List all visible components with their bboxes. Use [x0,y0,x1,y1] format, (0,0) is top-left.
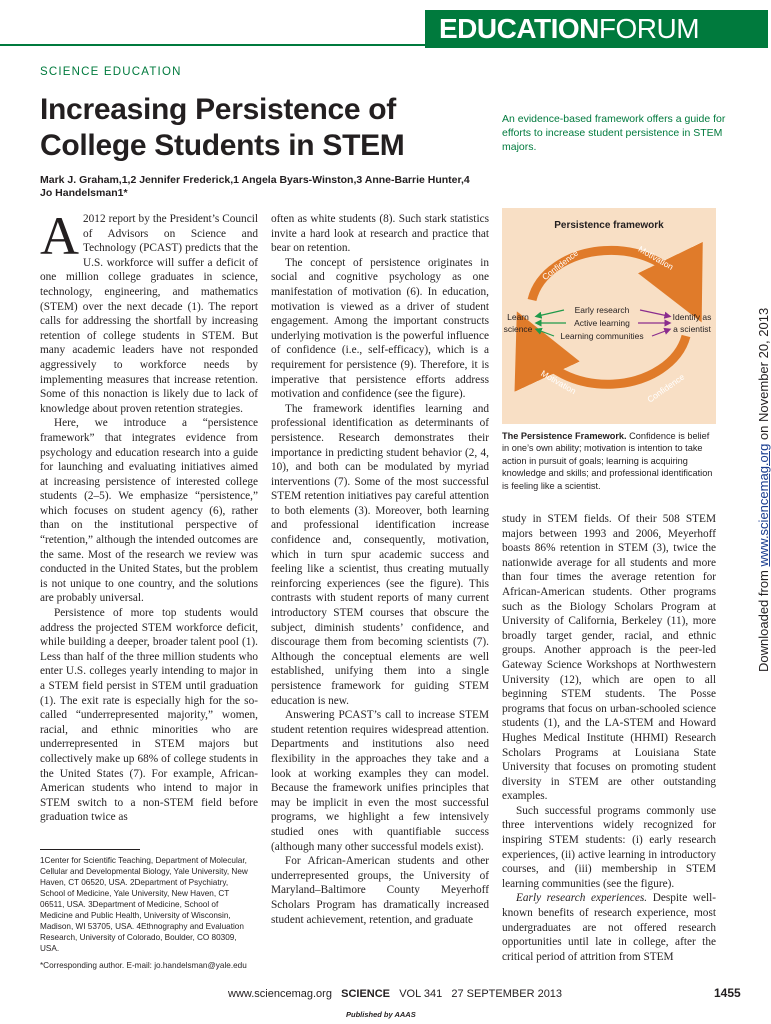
left-label-1: Learn [507,312,529,322]
paragraph: Answering PCAST’s call to increase STEM student retention requires widespread attention. Departments and institutions also need flexibility in the approaches they take and a look at working examples they can model. Because the framework unifies principles that may be implicit in even the most successful programs, we highlight a few intensively studied ones with quantifiable success (although many other successful models exist). [271,709,489,853]
center-label-3: Learning communities [560,331,644,341]
paragraph: Persistence of more top students would address the projected STEM workforce deficit, while building a deeper, broader talent pool (1). Less than half of the three million students who enter U.S. colleges yearly intending to major in a STEM field persist in STEM until graduation (1). The exit rate is especially high for the so-called “underrepresented majority,” women, racial, and ethnic minorities who are underrepresented in STEM majors but collectively make up 68% of college students in the United States (7). For example, African-American students who intend to major in STEM switch to a non-STEM field before graduation twice as [40,607,258,824]
footer-journal: SCIENCE [341,988,391,1000]
persistence-figure [502,208,716,424]
author-list: Mark J. Graham,1,2 Jennifer Frederick,1 Angela Byars-Winston,3 Anne-Barrie Hunter,4 Jo Handelsman1* [40,174,470,199]
banner-bold: EDUCATION [439,13,599,44]
body-column-3 [502,512,716,978]
paragraph: often as white students (8). Such stark statistics invite a hard look at research and practice that bear on retention. [271,213,489,255]
drop-cap: A [40,206,79,266]
arc-label-confidence-top: Confidence [540,247,581,283]
section-banner [425,10,768,48]
caption-lead: The Persistence Framework. [502,431,627,441]
paragraph: study in STEM fields. Of their 508 STEM majors between 1993 and 2006, Meyerhoff boasts 86% retention in STEM (3), twice the nationwide average for all students and more than four times the average retention for African-American students. Other programs such as the Biology Scholars Program at University of California, Berkeley (11), more broadly target gender, racial, and ethnic groups. Another approach is the peer-led Gateway Science Workshops at Northwestern University (12), which are open to all beginning STEM students. The Posse programs that focus on urban-schooled science students (1), and the LA-STEM and Howard Hughes Medical Institute (HHMI) Research Scholars Programs at Louisiana State University that focuses on promoting student diversity in STEM are other outstanding examples. [502,513,716,803]
arc-label-motivation-top: Motivation [636,243,676,272]
download-sidebar [744,200,771,680]
footnote-rule [40,849,140,850]
paragraph: The framework identifies learning and professional identification as determinants of persistence. Research demonstrates their importance in predicting student behavior (2, 4, 10), and both can be modulated by myriad interventions (7). Some of the most successful STEM retention initiatives pay careful attention to both elements (3). Moreover, both learning and professional identification increase confidence and, consequently, motivation, which in turn spur academic success and feeling like a scientist, thus creating mutually reinforcing experiences (see the figure). This contrasts with student reports of many current introductory STEM courses that obscure the subject, diminish students’ confidence, and discourage them from becoming scientists (7). Although the conceptual elements are well established, unifying them into a single persistence framework for guiding STEM education is new. [271,402,489,707]
figure-caption [502,430,718,492]
footer-url[interactable]: www.sciencemag.org [228,988,332,1000]
body-column-2 [271,212,489,978]
sidebar-pre: Downloaded from [756,566,771,672]
figure-title: Persistence framework [554,220,664,231]
left-label-2: science [503,324,533,334]
sidebar-link[interactable]: www.sciencemag.org [756,443,771,567]
paragraph: 2012 report by the President’s Council of Advisors on Science and Technology (PCAST) predicts that the U.S. workforce will suffer a deficit of one million college graduates in science, technology, engineering, and mathematics (STEM) over the next decade (1). The report calls for addressing the shortfall by increasing retention of college students in STEM. But many academic leaders have not responded aggressively to workforce needs by implementing measures that increase retention. Some of this nonaction is likely due to lack of knowledge about proven retention strategies. [40,213,258,415]
caption-text: Confidence is belief in one’s own ability; motivation is intention to take action in pursuit of goals; learning is acquiring knowledge and skills; and professional identification is feeling like a scientist. [502,431,713,491]
paragraph: Here, we introduce a “persistence framework” that integrates evidence from psychology and education research into a guide for launching and evaluating initiatives aimed at increasing persistence of interested college students (2–5). We emphasize “persistence,” which focuses on student agency (6), rather than on the institutional perspective of “retention,” although the intended outcomes are the same. Most of the research we review was conducted in the United States, but the problem is not unique to one country, and the solutions are probably universal. [40,417,258,605]
footer-volume: VOL 341 [399,988,443,1000]
arrow-purple-1 [640,310,668,316]
body-column-1 [40,206,258,840]
publisher-credit: Published by AAAS [346,1010,416,1019]
arc-label-confidence-bottom: Confidence [645,371,687,405]
figure-diagram [502,208,716,424]
footer-date: 27 SEPTEMBER 2013 [451,988,563,1000]
page-title: Increasing Persistence of College Students in STEM [40,93,405,162]
banner-light: FORUM [598,13,700,44]
center-label-1: Early research [574,305,630,315]
arrow-green-3 [538,330,554,336]
paragraph: The concept of persistence originates in social and cognitive psychology as one manifestation of motivation (6). In education, motivation is viewed as a driver of student engagement. Among the important constructs underlying motivation is the powerful influence of confidence (i.e., self-efficacy), which is a requirement for persistence (9). Therefore, it is imperative that persistence efforts address motivation and confidence (see the figure). [271,256,489,401]
dek: An evidence-based framework offers a guide for efforts to increase student persistence in STEM majors. [502,113,726,153]
paragraph: Such successful programs commonly use three interventions widely recognized for inspiring STEM students: (i) early research experiences, (ii) active learning in introductory courses, and (iii) membership in STEM learning communities (see the figure). [502,804,716,890]
sidebar-post: on November 20, 2013 [756,307,771,444]
affiliations: 1Center for Scientific Teaching, Department of Molecular, Cellular and Developmental Biology, Yale University, New Haven, CT 06520, USA. 2Department of Psychiatry, School of Medicine, Yale University, New Haven, CT 06511, USA. 3Department of Medicine, School of Medicine and Public Health, University of Wisconsin, Madison, WI 53705, USA. 4Ethnography and Evaluation Research, University of Colorado, Boulder, CO 80309, USA. [40,856,248,953]
paragraph: For African-American students and other underrepresented groups, the University of Maryland–Baltimore County Meyerhoff Scholars Program has dramatically increased student achievement, retention, and graduate [271,855,489,926]
right-label-2: a scientist [673,324,711,334]
section-label: SCIENCE EDUCATION [40,66,182,78]
corresponding-author: *Corresponding author. E-mail: jo.handelsman@yale.edu [40,961,247,970]
center-label-2: Active learning [574,318,630,328]
paragraph: Despite well-known benefits of research experience, most undergraduates are not offered research opportunities until late in college, after the critical period of attrition from STEM [502,892,717,963]
right-label-1: Identify as [672,312,712,322]
subhead: Early research experiences. [516,892,648,905]
arrow-green-1 [538,310,564,316]
page-footer [228,988,562,1000]
page-number: 1455 [714,986,741,1000]
arrow-purple-3 [652,330,668,336]
arc-label-motivation-bottom: Motivation [539,368,578,397]
